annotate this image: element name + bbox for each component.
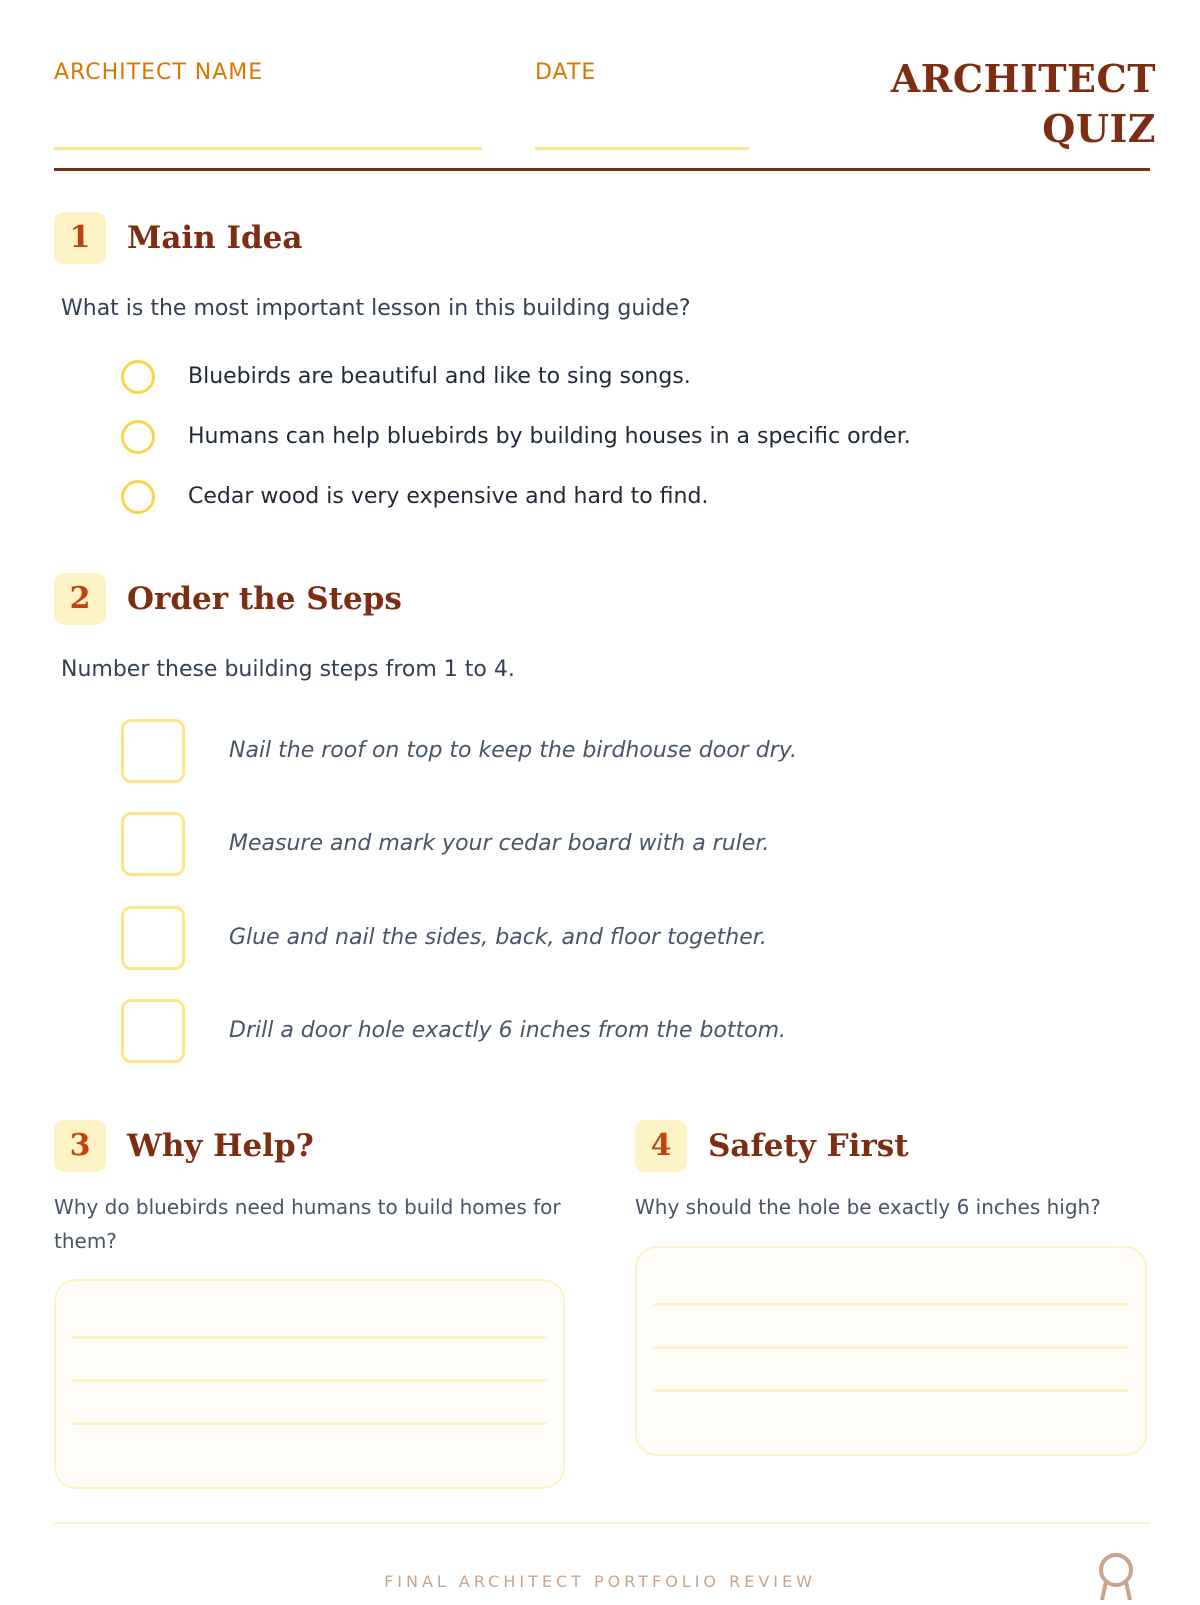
answer-line bbox=[653, 1346, 1129, 1349]
option-3-label: Cedar wood is very expensive and hard to find. bbox=[188, 484, 709, 509]
step-2-text: Measure and mark your cedar board with a ruler. bbox=[229, 831, 770, 856]
section-2-question: Number these building steps from 1 to 4. bbox=[61, 657, 515, 682]
award-ribbon-icon bbox=[1094, 1552, 1138, 1605]
step-1-text: Nail the roof on top to keep the birdhouse door dry. bbox=[229, 738, 798, 763]
step-3-text: Glue and nail the sides, back, and floor together. bbox=[229, 925, 767, 950]
answer-line bbox=[72, 1422, 547, 1425]
section-2-badge: 2 bbox=[54, 573, 106, 625]
header-divider bbox=[54, 168, 1150, 171]
footer-divider bbox=[54, 1522, 1150, 1524]
step-4-number-box[interactable] bbox=[121, 999, 185, 1063]
step-3-number-box[interactable] bbox=[121, 906, 185, 970]
date-label: DATE bbox=[535, 60, 597, 85]
step-1-number-box[interactable] bbox=[121, 719, 185, 783]
section-3-badge: 3 bbox=[54, 1120, 106, 1172]
section-3-title: Why Help? bbox=[127, 1128, 314, 1164]
section-4-badge: 4 bbox=[635, 1120, 687, 1172]
section-2-title: Order the Steps bbox=[127, 581, 402, 617]
step-4-text: Drill a door hole exactly 6 inches from the bottom. bbox=[229, 1018, 787, 1043]
option-1-radio[interactable] bbox=[121, 360, 155, 394]
section-4-question: Why should the hole be exactly 6 inches high? bbox=[635, 1195, 1101, 1219]
section-4-title: Safety First bbox=[708, 1128, 909, 1164]
footer-text: FINAL ARCHITECT PORTFOLIO REVIEW bbox=[384, 1572, 816, 1591]
answer-line bbox=[653, 1303, 1129, 1306]
step-2-number-box[interactable] bbox=[121, 812, 185, 876]
answer-line bbox=[72, 1336, 547, 1339]
answer-line bbox=[72, 1379, 547, 1382]
section-1-title: Main Idea bbox=[127, 220, 303, 256]
section-1-question: What is the most important lesson in this building guide? bbox=[61, 296, 691, 321]
section-3-question: Why do bluebirds need humans to build homes for them? bbox=[54, 1195, 561, 1253]
quiz-title-line-2: QUIZ bbox=[1042, 106, 1156, 151]
architect-name-field[interactable] bbox=[54, 147, 482, 150]
section-4-answer-box[interactable] bbox=[635, 1246, 1147, 1456]
option-2-radio[interactable] bbox=[121, 420, 155, 454]
architect-name-label: ARCHITECT NAME bbox=[54, 60, 264, 85]
answer-line bbox=[653, 1389, 1129, 1392]
option-3-radio[interactable] bbox=[121, 480, 155, 514]
section-3-answer-box[interactable] bbox=[54, 1279, 565, 1489]
section-1-badge: 1 bbox=[54, 212, 106, 264]
quiz-title-line-1: ARCHITECT bbox=[890, 56, 1156, 101]
option-1-label: Bluebirds are beautiful and like to sing songs. bbox=[188, 364, 691, 389]
date-field[interactable] bbox=[535, 147, 749, 150]
option-2-label: Humans can help bluebirds by building houses in a specific order. bbox=[188, 424, 911, 449]
